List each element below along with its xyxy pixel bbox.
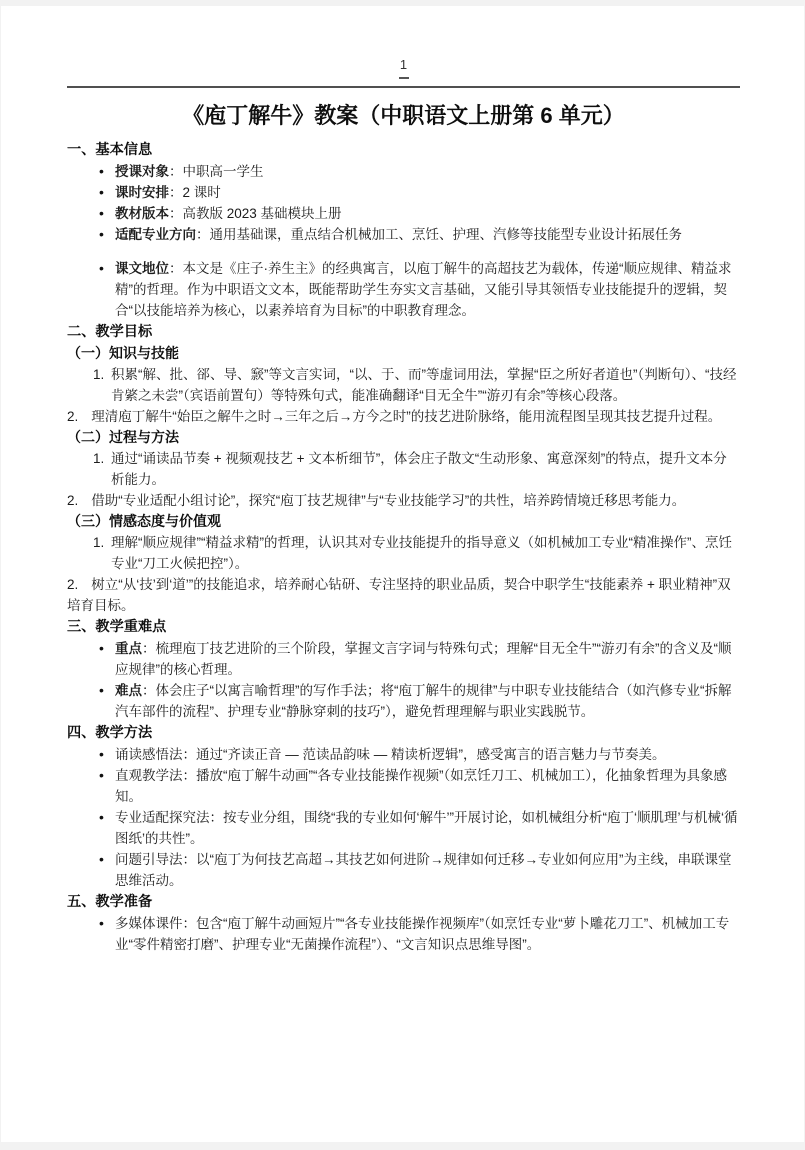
document-content: [1, 6, 804, 955]
numbered-item: [67, 406, 740, 427]
key-points-list: [67, 638, 740, 722]
item-text: 多媒体课件：包含“庖丁解牛动画短片”“各专业技能操作视频库”（如烹饪专业“萝卜雕花刀工”、机械加工专业“零件精密打磨”、护理专业“无菌操作流程”）、“文言知识点思维导图”。: [115, 916, 730, 952]
numbered-item: [93, 532, 740, 574]
section-heading-teaching-methods: 四、教学方法: [67, 725, 153, 741]
section-heading-basic-info: 一、基本信息: [67, 142, 153, 158]
item-text: 诵读感悟法：通过“齐读正音 — 范读品韵味 — 精读析逻辑”，感受寓言的语言魅力与节奏美。: [115, 747, 666, 762]
document-page: [1, 6, 804, 1142]
document-title: 《庖丁解牛》教案（中职语文上册第 6 单元）: [182, 103, 625, 128]
teaching-methods-list: [67, 744, 740, 891]
teaching-preparation-list: [67, 913, 740, 955]
list-item-major-direction: [115, 224, 740, 245]
item-text: ：通用基础课，重点结合机械加工、烹饪、护理、汽修等技能型专业设计拓展任务: [196, 227, 682, 242]
item-text: ：高教版 2023 基础模块上册: [169, 206, 342, 221]
item-text: 借助“专业适配小组讨论”，探究“庖丁技艺规律”与“专业技能学习”的共性，培养跨情境迁移思考能力。: [91, 493, 686, 508]
numbered-item: [67, 490, 740, 511]
item-label: 适配专业方向: [115, 227, 196, 242]
item-text: ：2 课时: [169, 185, 221, 200]
item-text: 积累“解、批、郤、导、窾”等文言实词，“以、于、而”等虚词用法，掌握“臣之所好者道也”（判断句）、“技经肯綮之未尝”（宾语前置句）等特殊句式，能准确翻译“目无全牛”“游刃有余”等核心段落。: [111, 367, 737, 403]
numbered-item: [93, 364, 740, 406]
basic-info-list: [67, 161, 740, 321]
item-label: 难点: [115, 683, 142, 698]
item-number: 2.: [67, 409, 79, 424]
list-item-visual-method: [115, 765, 740, 807]
item-number: 2.: [67, 577, 79, 592]
item-text: ：本文是《庄子·养生主》的经典寓言，以庖丁解牛的高超技艺为载体，传递“顺应规律、精益求精”的哲理。作为中职语文文本，既能帮助学生夯实文言基础，又能引导其领悟专业技能提升的逻辑，契合“以技能培养为核心，以素养培育为目标”的中职教育理念。: [115, 261, 732, 318]
item-text: ：中职高一学生: [169, 164, 264, 179]
item-number: 1.: [93, 451, 105, 466]
item-text: 通过“诵读品节奏 + 视频观技艺 + 文本析细节”，体会庄子散文“生动形象、寓意深刻”的特点，提升文本分析能力。: [111, 451, 727, 487]
item-number: 1.: [93, 367, 105, 382]
list-item-difficult-point: [115, 680, 740, 722]
item-text: ：体会庄子“以寓言喻哲理”的写作手法；将“庖丁解牛的规律”与中职专业技能结合（如汽修专业“拆解汽车部件的流程”、护理专业“静脉穿刺的技巧”），避免哲理理解与职业实践脱节。: [115, 683, 732, 719]
section-heading-teaching-preparation: 五、教学准备: [67, 894, 153, 910]
item-text: 理清庖丁解牛“始臣之解牛之时→三年之后→方今之时”的技艺进阶脉络，能用流程图呈现其技艺提升过程。: [91, 409, 722, 424]
item-number: 2.: [67, 493, 79, 508]
item-text: 树立“从‘技’到‘道’”的技能追求，培养耐心钻研、专注坚持的职业品质，契合中职学生“技能素养 + 职业精神”双培育目标。: [67, 577, 731, 613]
item-number: 1.: [93, 535, 105, 550]
item-label: 教材版本: [115, 206, 169, 221]
list-item-major-inquiry-method: [115, 807, 740, 849]
section-heading-key-difficult-points: 三、教学重难点: [67, 619, 167, 635]
item-text: 问题引导法：以“庖丁为何技艺高超→其技艺如何进阶→规律如何迁移→专业如何应用”为主线，串联课堂思维活动。: [115, 852, 732, 888]
list-item-teaching-target: [115, 161, 740, 182]
subsection-heading-process-method: （二）过程与方法: [67, 429, 179, 445]
list-item-text-status: [115, 258, 740, 321]
list-item-textbook-version: [115, 203, 740, 224]
list-item-key-point: [115, 638, 740, 680]
item-text: 专业适配探究法：按专业分组，围绕“我的专业如何‘解牛’”开展讨论，如机械组分析“庖丁‘顺肌理’与机械‘循图纸’的共性”。: [115, 810, 738, 846]
item-label: 重点: [115, 641, 142, 656]
item-label: 授课对象: [115, 164, 169, 179]
item-text: 直观教学法：播放“庖丁解牛动画”“各专业技能操作视频”（如烹饪刀工、机械加工），化抽象哲理为具象感知。: [115, 768, 727, 804]
item-label: 课文地位: [115, 261, 169, 276]
numbered-item: [93, 448, 740, 490]
page-number-underline: [399, 77, 409, 79]
list-item-reading-method: [115, 744, 740, 765]
page-header: [67, 54, 740, 79]
section-heading-teaching-goals: 二、教学目标: [67, 324, 153, 340]
item-label: 课时安排: [115, 185, 169, 200]
item-text: ：梳理庖丁技艺进阶的三个阶段，掌握文言字词与特殊句式；理解“目无全牛”“游刃有余”的含义及“顺应规律”的核心哲理。: [115, 641, 732, 677]
list-item-multimedia-courseware: [115, 913, 740, 955]
subsection-heading-knowledge-skills: （一）知识与技能: [67, 345, 179, 361]
header-rule: [67, 86, 740, 88]
page-number: 1: [399, 57, 408, 72]
subsection-heading-emotion-values: （三）情感态度与价值观: [67, 513, 221, 529]
list-item-class-hours: [115, 182, 740, 203]
item-text: 理解“顺应规律”“精益求精”的哲理，认识其对专业技能提升的指导意义（如机械加工专业“精准操作”、烹饪专业“刀工火候把控”）。: [111, 535, 732, 571]
list-item-question-guide-method: [115, 849, 740, 891]
numbered-item: [67, 574, 740, 616]
